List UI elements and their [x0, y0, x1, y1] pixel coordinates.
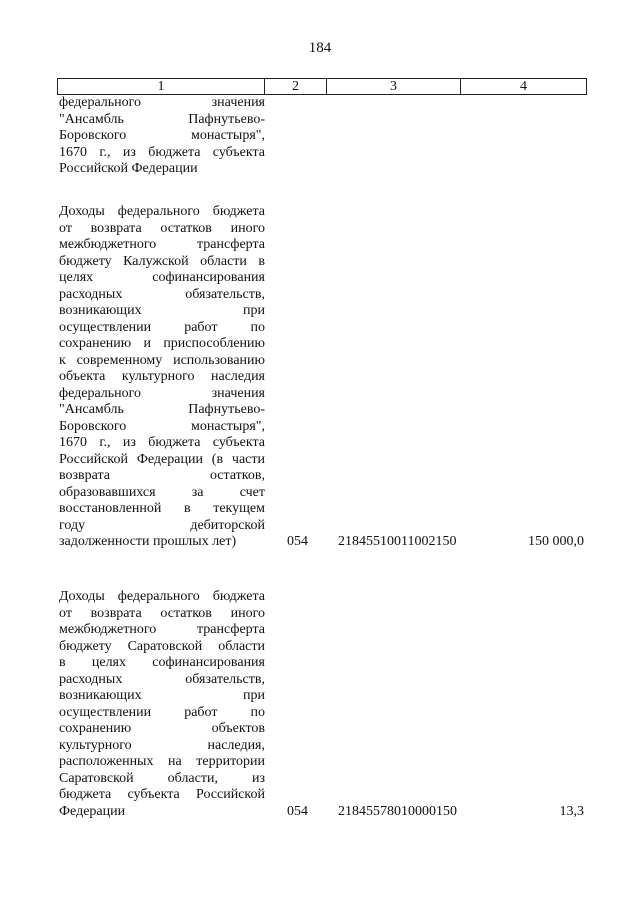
description-line: восстановленной в текущем: [59, 501, 265, 516]
description-line: Российской Федерации (в части: [59, 451, 265, 467]
description-line: расположенных на территории: [59, 754, 265, 769]
description-line: в целях софинансирования: [59, 655, 265, 670]
description-line: "Ансамбль Пафнутьево-: [59, 111, 265, 127]
description-line: расходных обязательств,: [59, 671, 265, 687]
description-line: сохранению объектов: [59, 721, 265, 736]
description-line: возврата остатков,: [59, 468, 265, 483]
row-code: 054: [287, 534, 308, 549]
description-line: объекта культурного наследия: [59, 369, 265, 384]
description-line: Боровского монастыря",: [59, 418, 265, 434]
row-kbk: 21845510011002150: [338, 534, 457, 549]
description-line: целях софинансирования: [59, 270, 265, 285]
row-code: 054: [287, 804, 308, 819]
table-header: [57, 78, 587, 95]
description-line: сохранению и приспособлению: [59, 336, 265, 351]
column-header-2: 2: [265, 79, 327, 95]
description-line: от возврата остатков иного: [59, 605, 265, 621]
description-line: задолженности прошлых лет): [59, 534, 237, 549]
description-line: осуществлении работ по: [59, 319, 265, 335]
description-line: Саратовской области, из: [59, 770, 265, 786]
row-description: [59, 95, 265, 178]
row-description: [59, 589, 265, 820]
row-description: [59, 204, 265, 551]
page-number: 184: [308, 40, 332, 56]
description-line: Доходы федерального бюджета: [59, 204, 265, 219]
description-line: к современному использованию: [59, 352, 265, 368]
row-kbk: 21845578010000150: [338, 804, 457, 819]
description-line: Боровского монастыря",: [59, 128, 265, 143]
description-line: федерального значения: [59, 95, 265, 110]
description-line: возникающих при: [59, 688, 265, 703]
description-line: межбюджетного трансферта: [59, 237, 265, 252]
description-line: межбюджетного трансферта: [59, 622, 265, 637]
description-line: Федерации: [59, 803, 126, 819]
description-line: от возврата остатков иного: [59, 220, 265, 236]
description-line: бюджета субъекта Российской: [59, 787, 265, 802]
description-line: возникающих при: [59, 303, 265, 318]
description-line: 1670 г., из бюджета субъекта: [59, 435, 265, 450]
column-header-4: 4: [461, 79, 587, 95]
description-line: образовавшихся за счет: [59, 484, 265, 500]
row-amount: 150 000,0: [528, 534, 584, 549]
row-amount: 13,3: [559, 804, 584, 819]
description-line: Российской Федерации: [59, 161, 198, 176]
description-line: 1670 г., из бюджета субъекта: [59, 144, 265, 160]
description-line: федерального значения: [59, 385, 265, 401]
description-line: осуществлении работ по: [59, 704, 265, 720]
column-header-3: 3: [327, 79, 461, 95]
description-line: "Ансамбль Пафнутьево-: [59, 402, 265, 417]
description-line: Доходы федерального бюджета: [59, 589, 265, 604]
column-header-1: 1: [58, 79, 265, 95]
description-line: культурного наследия,: [59, 737, 265, 753]
description-line: бюджету Калужской области в: [59, 253, 265, 269]
description-line: расходных обязательств,: [59, 286, 265, 302]
description-line: бюджету Саратовской области: [59, 638, 265, 654]
description-line: году дебиторской: [59, 517, 265, 533]
